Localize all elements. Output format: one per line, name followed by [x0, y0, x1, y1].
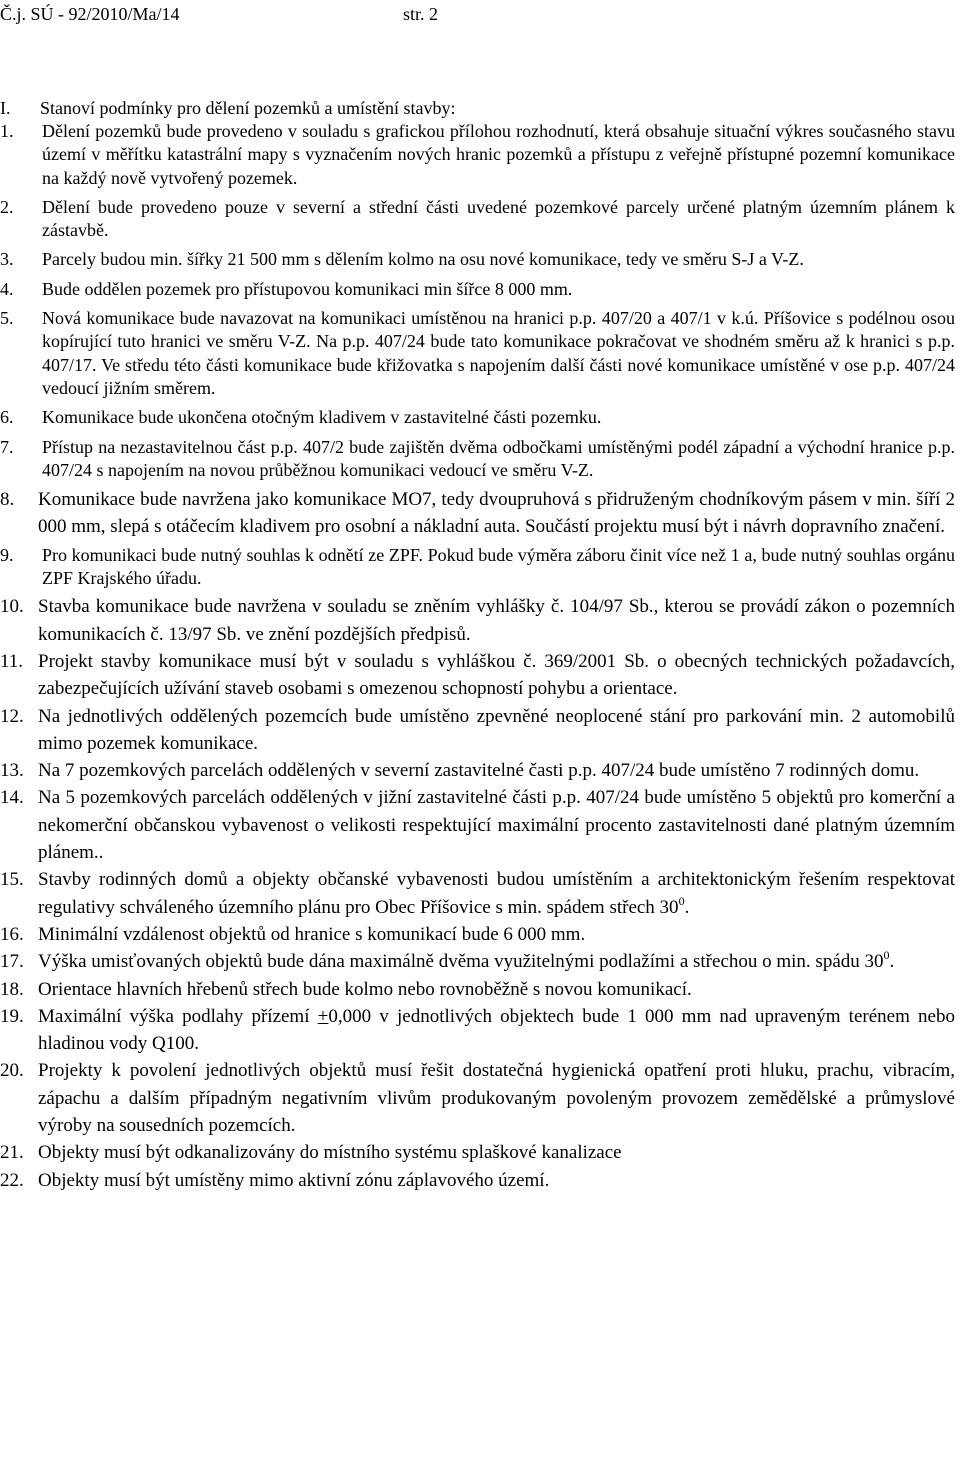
list-item	[0, 784, 955, 866]
item-number: 14.	[0, 787, 24, 809]
item-text: Na 7 pozemkových parcelách oddělených v severní zastavitelné časti p.p. 407/24 bude umístěno 7 rodinných domu.	[38, 760, 920, 782]
plus-minus-sign: +	[317, 1005, 329, 1027]
item-text: Na 5 pozemkových parcelách oddělených v jižní zastavitelné části p.p. 407/24 bude umístěno 5 objektů pro komerční a nekomerční občanskou vybavenost o velikosti respektující maximální procento zastavitelnosti dané platným územním plánem..	[38, 787, 955, 864]
item-text: Stavba komunikace bude navržena v souladu se zněním vyhlášky č. 104/97 Sb., kterou se provádí zákon o pozemních komunikacích č. 13/97 Sb. ve znění pozdějších předpisů.	[38, 596, 955, 645]
item-number: 3.	[0, 249, 14, 270]
list-item	[0, 436, 955, 483]
list-item	[0, 921, 955, 948]
conditions-list	[0, 120, 955, 1194]
item-number: 11.	[0, 650, 24, 672]
item-text: Objekty musí být umístěny mimo aktivní zónu záplavového území.	[38, 1169, 550, 1191]
item-text: Komunikace bude navržena jako komunikace MO7, tedy dvoupruhová s přidruženým chodníkovým pásem v min. šíří 2 000 mm, slepá s otáčecím kladivem pro osobní a nákladní auta. Součástí projektu musí být i návrh dopravního značení.	[38, 489, 955, 538]
item-text: Přístup na nezastavitelnou část p.p. 407/2 bude zajištěn dvěma odbočkami umístěnými podél západní a východní hranice p.p. 407/24 s napojením na novou průběžnou komunikaci vedoucí ve směru V-Z.	[42, 436, 955, 480]
list-item	[0, 703, 955, 758]
item-text: Nová komunikace bude navazovat na komunikaci umístěnou na hranici p.p. 407/20 a 407/1 v k.ú. Příšovice s podélnou osou kopírující tuto hranici ve směru V-Z. Na p.p. 407/24 bude tato komunikace pokračovat ve shodném směru až k hranici s p.p. 407/17. Ve středu této části komunikace bude křižovatka s napojením další části nové komunikace umístěné v ose p.p. 407/24 vedoucí jižním směrem.	[42, 308, 955, 398]
list-item	[0, 544, 955, 591]
item-number: 7.	[0, 436, 14, 457]
item-number: 4.	[0, 278, 14, 299]
list-item	[0, 976, 955, 1003]
list-item	[0, 406, 955, 429]
list-item	[0, 866, 955, 921]
list-item	[0, 1167, 955, 1194]
item-number: 18.	[0, 978, 24, 1000]
list-item	[0, 1139, 955, 1166]
section-number: I.	[0, 98, 11, 118]
list-item	[0, 648, 955, 703]
item-number: 12.	[0, 705, 24, 727]
item-number: 13.	[0, 760, 24, 782]
item-text: Parcely budou min. šířky 21 500 mm s dělením kolmo na osu nové komunikace, tedy ve směru S-J a V-Z.	[42, 249, 804, 270]
list-item	[0, 1003, 955, 1058]
item-number: 8.	[0, 489, 15, 511]
item-text: Výška umisťovaných objektů bude dána maximálně dvěma využitelnými podlažími a střechou o min. spádu $30^0$.	[38, 948, 895, 973]
item-text: Dělení bude provedeno pouze v severní a střední části uvedené pozemkové parcely určené platným územním plánem k zástavbě.	[42, 196, 955, 241]
page-number: str. 2	[403, 4, 439, 24]
item-text: Projekty k povolení jednotlivých objektů musí řešit dostatečná hygienická opatření proti hluku, prachu, vibracím, zápachu a dalším případným negativním vlivům produkovaným povoleným provozem zemědělské a průmyslové výroby na sousedních pozemcích.	[38, 1060, 955, 1136]
list-item	[0, 948, 955, 975]
item-number: 5.	[0, 308, 14, 329]
item-text: Orientace hlavních hřebenů střech bude kolmo nebo rovnoběžně s novou komunikací.	[38, 978, 692, 1000]
item-text: Dělení pozemků bude provedeno v souladu s grafickou přílohou rozhodnutí, která obsahuje situační výkres současného stavu území v měřítku katastrální mapy s vyznačením nových hranic pozemků a přístupu z veřejně přístupné pozemní komunikace na každý nově vytvořený pozemek.	[42, 121, 955, 188]
list-item	[0, 278, 955, 301]
document-reference: Č.j. SÚ - 92/2010/Ma/14	[0, 4, 180, 24]
list-item	[0, 120, 955, 190]
item-number: 10.	[0, 596, 24, 618]
item-number: 21.	[0, 1142, 24, 1164]
item-number: 15.	[0, 869, 24, 891]
item-text: Stavby rodinných domů a objekty občanské vybavenosti budou umístěním a architektonickým řešením respektovat regulativy schváleného územního plánu pro Obec Příšovice s min. spádem střech $30^0$.	[38, 869, 955, 918]
list-item	[0, 307, 955, 400]
list-item	[0, 1057, 955, 1139]
item-text: Komunikace bude ukončena otočným kladivem v zastavitelné části pozemku.	[42, 407, 602, 428]
item-number: 20.	[0, 1060, 24, 1082]
item-number: 22.	[0, 1169, 24, 1191]
item-number: 1.	[0, 121, 14, 141]
item-number: 17.	[0, 951, 24, 973]
list-item	[0, 196, 955, 243]
item-text: Pro komunikaci bude nutný souhlas k odnětí ze ZPF. Pokud bude výměra záboru činit více než 1 a, bude nutný souhlas orgánu ZPF Krajského úřadu.	[42, 544, 955, 589]
item-number: 2.	[0, 196, 14, 217]
item-number: 6.	[0, 407, 14, 428]
item-text: Na jednotlivých oddělených pozemcích bude umístěno zpevněné neoplocené stání pro parkování min. 2 automobilů mimo pozemek komunikace.	[38, 705, 955, 754]
superscript: 0	[678, 893, 685, 908]
list-item	[0, 486, 955, 541]
section-title: Stanoví podmínky pro dělení pozemků a umístění stavby:	[40, 98, 456, 118]
item-text: Minimální vzdálenost objektů od hranice s komunikací bude 6 000 mm.	[38, 923, 586, 945]
item-text: Maximální výška podlahy přízemí +0,000 v jednotlivých objektech bude 1 000 mm nad upraveným terénem nebo hladinou vody Q100.	[38, 1005, 955, 1055]
item-number: 16.	[0, 923, 24, 945]
item-text: Objekty musí být odkanalizovány do místního systému splaškové kanalizace	[38, 1142, 622, 1164]
item-number: 9.	[0, 544, 14, 565]
item-text: Bude oddělen pozemek pro přístupovou komunikaci min šířce 8 000 mm.	[42, 278, 573, 299]
superscript: 0	[883, 948, 890, 963]
item-number: 19.	[0, 1005, 24, 1027]
list-item	[0, 757, 955, 784]
item-text: Projekt stavby komunikace musí být v souladu s vyhláškou č. 369/2001 Sb. o obecných technických požadavcích, zabezpečujících užívání staveb osobami s omezenou schopností pohybu a orientace.	[38, 650, 955, 700]
list-item	[0, 248, 955, 271]
list-item	[0, 593, 955, 648]
